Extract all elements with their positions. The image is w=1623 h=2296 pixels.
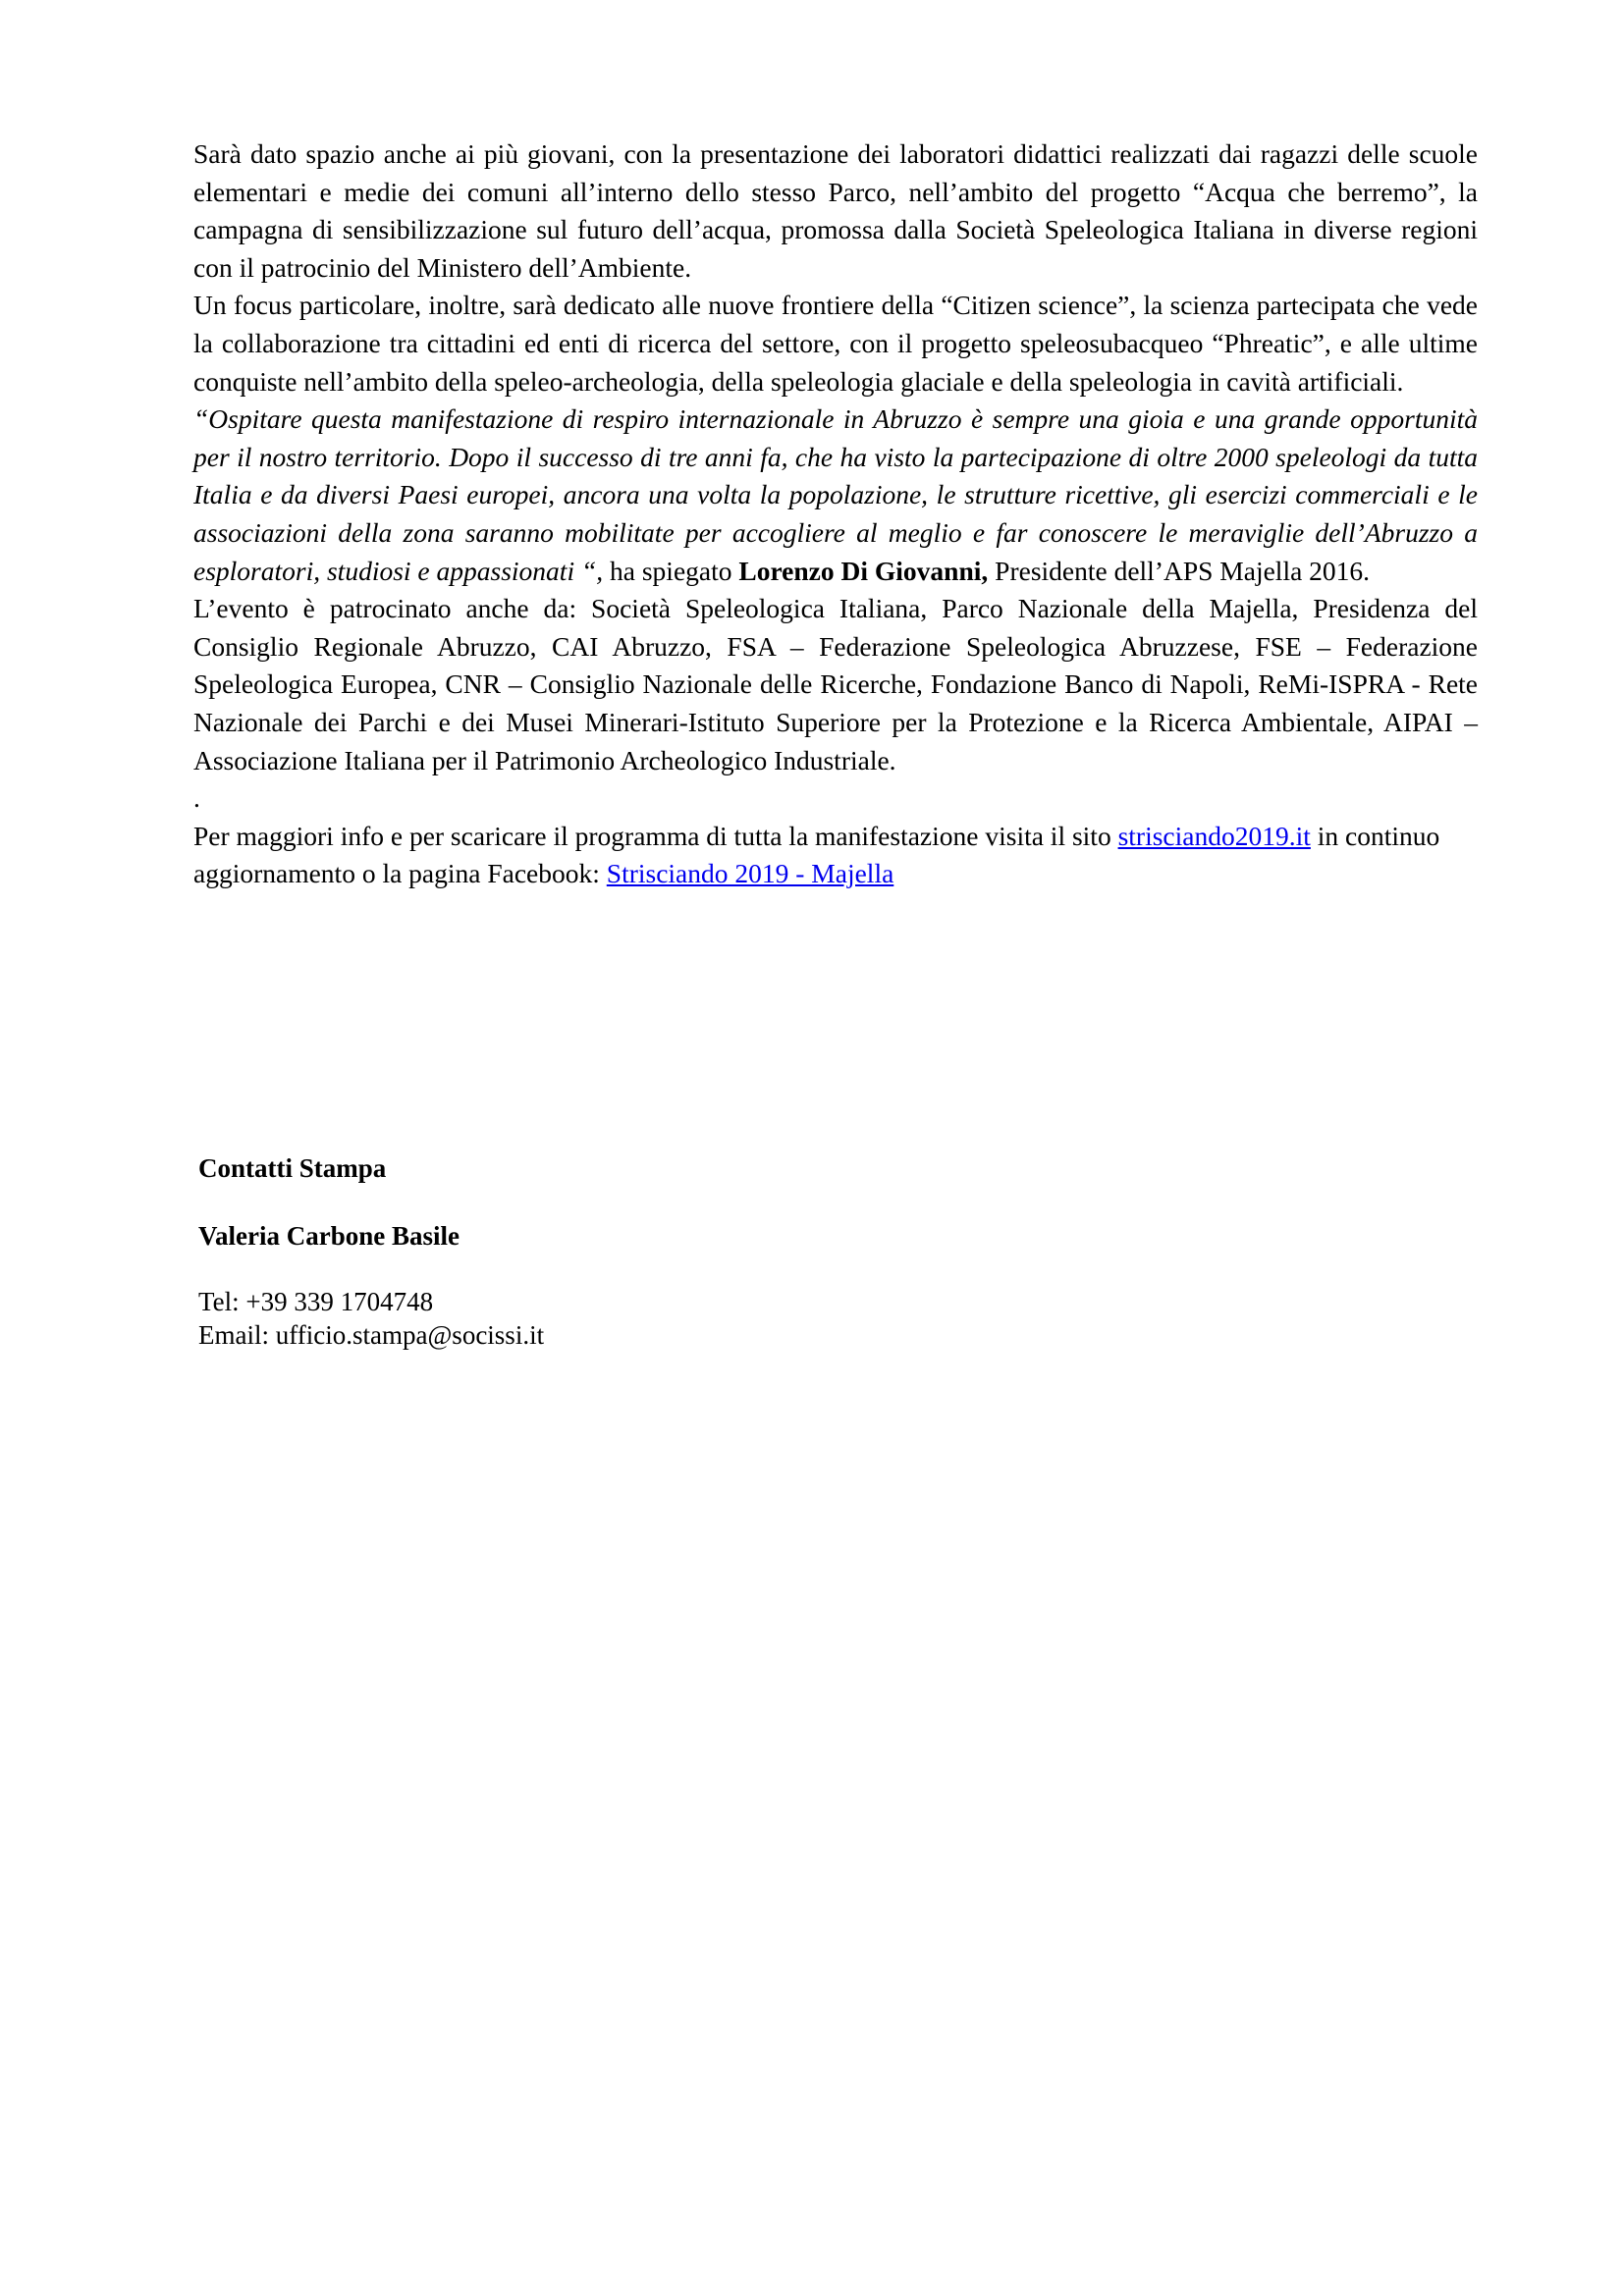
document-body bbox=[193, 135, 1478, 893]
info-text-before: Per maggiori info e per scaricare il programma di tutta la manifestazione visita il sito bbox=[193, 820, 1118, 851]
contact-phone: Tel: +39 339 1704748 bbox=[198, 1287, 434, 1316]
paragraph-citizen-science: Un focus particolare, inoltre, sarà dedicato alle nuove frontiere della “Citizen science”, la scienza partecipata che vede la collaborazione tra cittadini ed enti di ricerca del settore, con il progetto speleosubacqueo “Phreatic”, e alle ultime conquiste nell’ambito della speleo-archeologia, della speleologia glaciale e della speleologia in cavità artificiali. bbox=[193, 290, 1478, 397]
contact-email: Email: ufficio.stampa@socissi.it bbox=[198, 1320, 545, 1350]
quote-attribution-prefix: ha spiegato bbox=[603, 555, 739, 586]
quote-text: “Ospitare questa manifestazione di respiro internazionale in Abruzzo è sempre una gioia e una grande opportunità per il nostro territorio. Dopo il successo di tre anni fa, che ha visto la partecipazione di oltre 2000 speleologi da tutta Italia e da diversi Paesi europei, ancora una volta la popolazione, le strutture ricettive, gli esercizi commerciali e le associazioni della zona saranno mobilitate per accogliere al meglio e far conoscere le meraviglie dell’Abruzzo a esploratori, studiosi e appassionati “, bbox=[193, 403, 1478, 586]
paragraph-youth-labs: Sarà dato spazio anche ai più giovani, con la presentazione dei laboratori didattici realizzati dai ragazzi delle scuole elementari e medie dei comuni all’interno dello stesso Parco, nell’ambito del progetto “Acqua che berremo”, la campagna di sensibilizzazione sul futuro dell’acqua, promossa dalla Società Speleologica Italiana in diverse regioni con il patrocinio del Ministero dell’Ambiente. bbox=[193, 138, 1478, 283]
contact-name: Valeria Carbone Basile bbox=[198, 1221, 460, 1251]
contacts-heading: Contatti Stampa bbox=[198, 1153, 387, 1183]
paragraph-more-info bbox=[193, 818, 1478, 893]
quote-attribution-suffix: Presidente dell’APS Majella 2016. bbox=[988, 555, 1371, 586]
press-contacts bbox=[198, 1150, 544, 1352]
website-link[interactable]: strisciando2019.it bbox=[1117, 820, 1311, 851]
facebook-page-link[interactable]: Strisciando 2019 - Majella bbox=[606, 858, 894, 889]
info-text-middle: in continuo aggiornamento o la pagina Facebook: bbox=[193, 820, 1440, 889]
paragraph-patrons: L’evento è patrocinato anche da: Società Speleologica Italiana, Parco Nazionale della Majella, Presidenza del Consiglio Regionale Abruzzo, CAI Abruzzo, FSA – Federazione Speleologica Abruzzese, FSE – Federazione Speleologica Europea, CNR – Consiglio Nazionale delle Ricerche, Fondazione Banco di Napoli, ReMi-ISPRA - Rete Nazionale dei Parchi e dei Musei Minerari-Istituto Superiore per la Protezione e la Ricerca Ambientale, AIPAI – Associazione Italiana per il Patrimonio Archeologico Industriale. bbox=[193, 593, 1478, 775]
separator-dot: . bbox=[193, 782, 200, 814]
quote-speaker: Lorenzo Di Giovanni, bbox=[738, 555, 989, 586]
paragraph-quote bbox=[193, 400, 1478, 590]
